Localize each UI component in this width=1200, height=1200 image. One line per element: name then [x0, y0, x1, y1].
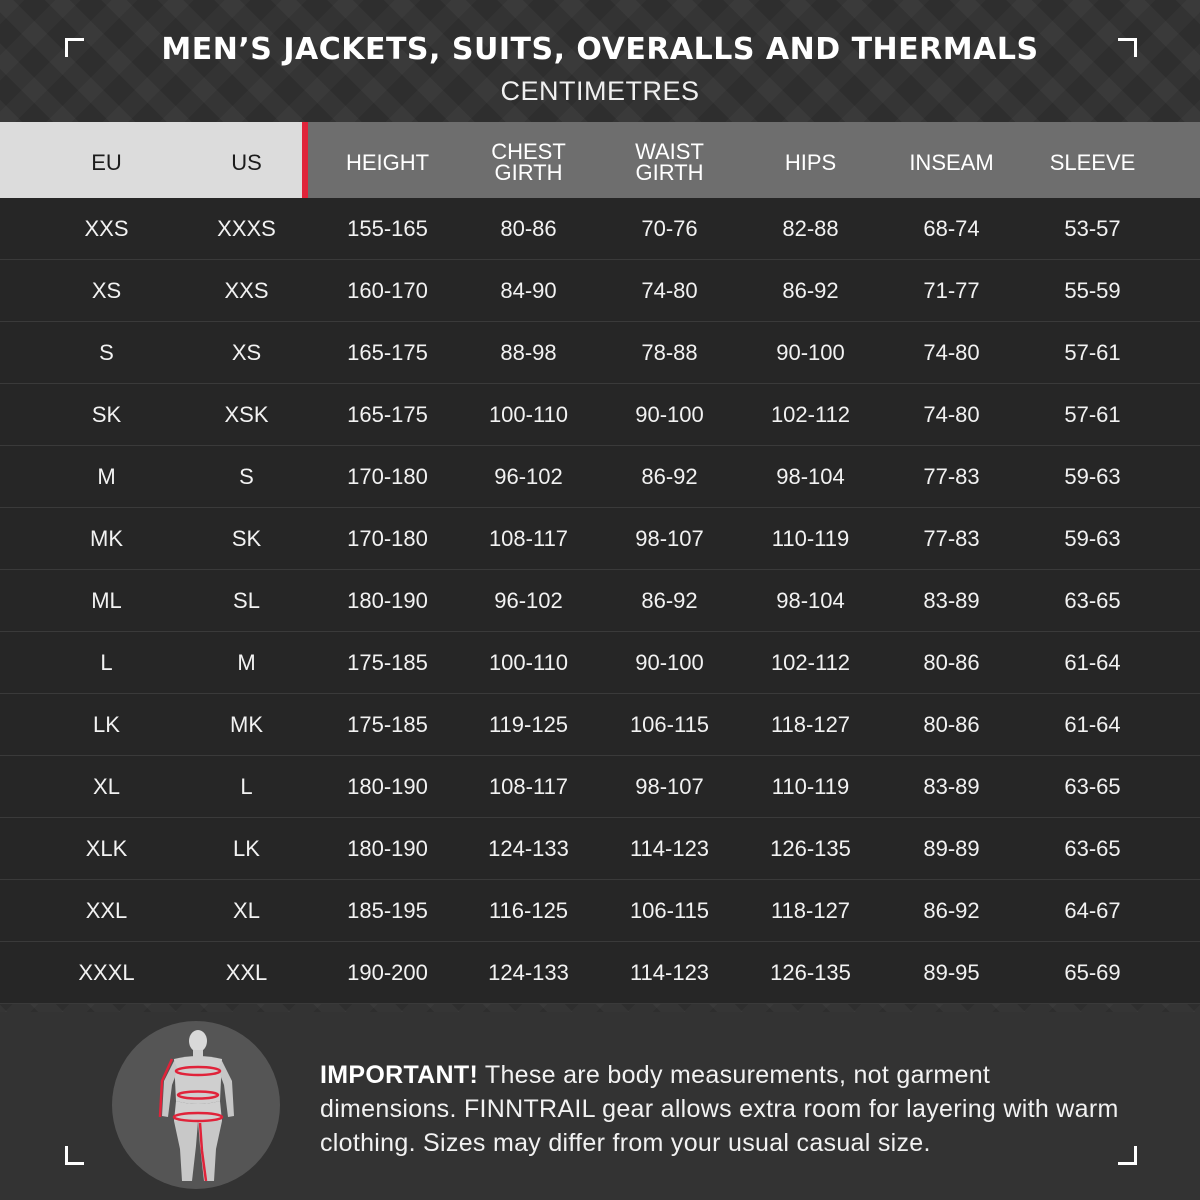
table-row	[0, 322, 1200, 384]
cell-hips: 98-104	[776, 588, 845, 613]
page-title: MEN’S JACKETS, SUITS, OVERALLS AND THERMALS	[161, 32, 1039, 67]
column-header-us	[176, 122, 317, 198]
body-measurement-figure-icon	[112, 1021, 280, 1189]
cell-chest: 96-102	[494, 588, 563, 613]
cell-us: XXS	[224, 278, 269, 303]
table-row	[0, 694, 1200, 756]
column-header-label: SLEEVE	[1049, 149, 1136, 175]
cell-chest: 88-98	[500, 340, 557, 365]
cell-eu: LK	[93, 712, 120, 737]
cell-eu: L	[100, 650, 113, 675]
cell-height: 180-190	[347, 836, 428, 861]
cell-eu: ML	[91, 588, 122, 613]
cell-inseam: 83-89	[923, 588, 980, 613]
column-header-label: EU	[91, 149, 122, 175]
cell-height: 175-185	[347, 712, 428, 737]
table-row	[0, 942, 1200, 1004]
cell-sleeve: 57-61	[1064, 340, 1121, 365]
cell-sleeve: 63-65	[1064, 836, 1121, 861]
cell-hips: 110-119	[771, 526, 850, 551]
cell-inseam: 83-89	[923, 774, 980, 799]
cell-waist: 114-123	[629, 836, 710, 861]
cell-inseam: 74-80	[923, 340, 980, 365]
cell-hips: 110-119	[771, 774, 850, 799]
cell-hips: 118-127	[770, 898, 851, 923]
corner-bracket-bottom-left-icon	[65, 1146, 84, 1165]
cell-sleeve: 57-61	[1064, 402, 1121, 427]
cell-waist: 78-88	[641, 340, 698, 365]
cell-us: XS	[231, 340, 262, 365]
cell-height: 180-190	[347, 774, 428, 799]
column-header-height	[317, 122, 458, 198]
cell-eu: XS	[91, 278, 122, 303]
cell-waist: 106-115	[629, 898, 710, 923]
page-subtitle: CENTIMETRES	[500, 76, 700, 106]
cell-chest: 100-110	[488, 650, 569, 675]
cell-eu: XL	[93, 774, 120, 799]
table-row	[0, 508, 1200, 570]
column-header-line: GIRTH	[635, 160, 704, 185]
cell-height: 170-180	[347, 464, 428, 489]
table-row	[0, 880, 1200, 942]
cell-hips: 126-135	[770, 836, 851, 861]
column-header-eu	[36, 122, 177, 198]
note-bold: IMPORTANT!	[320, 1061, 479, 1089]
cell-waist: 114-123	[629, 960, 710, 985]
cell-eu: SK	[91, 402, 122, 427]
table-header	[0, 122, 1200, 198]
cell-chest: 108-117	[488, 774, 569, 799]
cell-chest: 108-117	[488, 526, 569, 551]
cell-us: XXXS	[217, 216, 276, 241]
cell-sleeve: 61-64	[1064, 712, 1121, 737]
table-row	[0, 198, 1200, 260]
cell-chest: 100-110	[488, 402, 569, 427]
corner-bracket-top-right-icon	[1118, 38, 1137, 57]
cell-us: SL	[233, 588, 260, 613]
cell-waist: 98-107	[635, 774, 704, 799]
cell-us: S	[239, 464, 254, 489]
column-header-line: WAIST	[635, 139, 704, 164]
cell-us: L	[240, 774, 253, 799]
cell-height: 190-200	[347, 960, 428, 985]
column-header-label: HEIGHT	[345, 149, 430, 175]
cell-hips: 90-100	[776, 340, 845, 365]
table-row	[0, 756, 1200, 818]
corner-bracket-top-left-icon	[65, 38, 84, 57]
cell-chest: 80-86	[500, 216, 557, 241]
table-row	[0, 818, 1200, 880]
cell-waist: 74-80	[641, 278, 698, 303]
cell-chest: 124-133	[488, 960, 569, 985]
cell-us: XL	[233, 898, 260, 923]
cell-inseam: 74-80	[923, 402, 980, 427]
cell-inseam: 80-86	[923, 712, 980, 737]
cell-hips: 102-112	[770, 650, 851, 675]
column-header-line: CHEST	[491, 139, 566, 164]
cell-inseam: 86-92	[923, 898, 980, 923]
cell-inseam: 77-83	[923, 526, 980, 551]
cell-height: 160-170	[347, 278, 428, 303]
cell-inseam: 89-89	[923, 836, 980, 861]
cell-hips: 102-112	[770, 402, 851, 427]
column-header-label: INSEAM	[909, 149, 994, 175]
cell-sleeve: 64-67	[1064, 898, 1121, 923]
cell-eu: S	[99, 340, 114, 365]
cell-sleeve: 59-63	[1064, 464, 1121, 489]
cell-us: M	[237, 650, 256, 675]
cell-height: 165-175	[347, 402, 428, 427]
cell-sleeve: 63-65	[1064, 588, 1121, 613]
column-header-inseam	[881, 122, 1022, 198]
cell-sleeve: 65-69	[1064, 960, 1121, 985]
cell-sleeve: 55-59	[1064, 278, 1121, 303]
column-header-sleeve	[1022, 122, 1163, 198]
cell-chest: 116-125	[488, 898, 569, 923]
cell-sleeve: 59-63	[1064, 526, 1121, 551]
cell-height: 180-190	[347, 588, 428, 613]
column-header-label: US	[231, 149, 262, 175]
cell-inseam: 71-77	[923, 278, 980, 303]
cell-hips: 82-88	[782, 216, 839, 241]
table-body	[0, 198, 1200, 1004]
table-row	[0, 570, 1200, 632]
cell-height: 165-175	[347, 340, 428, 365]
cell-waist: 90-100	[635, 650, 704, 675]
column-header-hips	[740, 122, 881, 198]
column-header-waist	[599, 122, 740, 198]
note-text: These are body measurements, not garment dimensions. FINNTRAIL gear allows extra room for layering with warm clothing. Sizes may differ from your usual casual size.	[320, 1061, 1119, 1157]
cell-eu: XXXL	[78, 960, 135, 985]
cell-inseam: 77-83	[923, 464, 980, 489]
cell-inseam: 68-74	[923, 216, 980, 241]
cell-eu: XXL	[85, 898, 128, 923]
size-table	[0, 122, 1200, 1004]
cell-eu: M	[97, 464, 116, 489]
cell-waist: 86-92	[641, 588, 698, 613]
cell-hips: 86-92	[782, 278, 839, 303]
cell-inseam: 89-95	[923, 960, 980, 985]
cell-chest: 96-102	[494, 464, 563, 489]
cell-waist: 86-92	[641, 464, 698, 489]
cell-height: 175-185	[347, 650, 428, 675]
cell-sleeve: 63-65	[1064, 774, 1121, 799]
table-row	[0, 446, 1200, 508]
cell-waist: 106-115	[629, 712, 710, 737]
cell-waist: 70-76	[641, 216, 698, 241]
cell-eu: XXS	[84, 216, 129, 241]
cell-height: 185-195	[347, 898, 428, 923]
cell-waist: 98-107	[635, 526, 704, 551]
corner-bracket-bottom-right-icon	[1118, 1146, 1137, 1165]
cell-hips: 98-104	[776, 464, 845, 489]
cell-height: 170-180	[347, 526, 428, 551]
cell-chest: 84-90	[500, 278, 557, 303]
cell-chest: 124-133	[488, 836, 569, 861]
cell-hips: 126-135	[770, 960, 851, 985]
cell-hips: 118-127	[770, 712, 851, 737]
cell-inseam: 80-86	[923, 650, 980, 675]
cell-us: XXL	[225, 960, 268, 985]
table-row	[0, 384, 1200, 446]
table-row	[0, 260, 1200, 322]
column-header-line: GIRTH	[494, 160, 563, 185]
header	[0, 0, 1200, 122]
cell-eu: MK	[90, 526, 123, 551]
important-note	[320, 1058, 1120, 1160]
cell-us: MK	[230, 712, 263, 737]
cell-height: 155-165	[347, 216, 428, 241]
column-header-label: HIPS	[784, 149, 837, 175]
cell-us: SK	[231, 526, 262, 551]
cell-chest: 119-125	[488, 712, 569, 737]
column-header-chest	[458, 122, 599, 198]
cell-sleeve: 61-64	[1064, 650, 1121, 675]
cell-sleeve: 53-57	[1064, 216, 1121, 241]
cell-eu: XLK	[85, 836, 128, 861]
cell-waist: 90-100	[635, 402, 704, 427]
cell-us: XSK	[224, 402, 269, 427]
table-row	[0, 632, 1200, 694]
cell-us: LK	[233, 836, 260, 861]
